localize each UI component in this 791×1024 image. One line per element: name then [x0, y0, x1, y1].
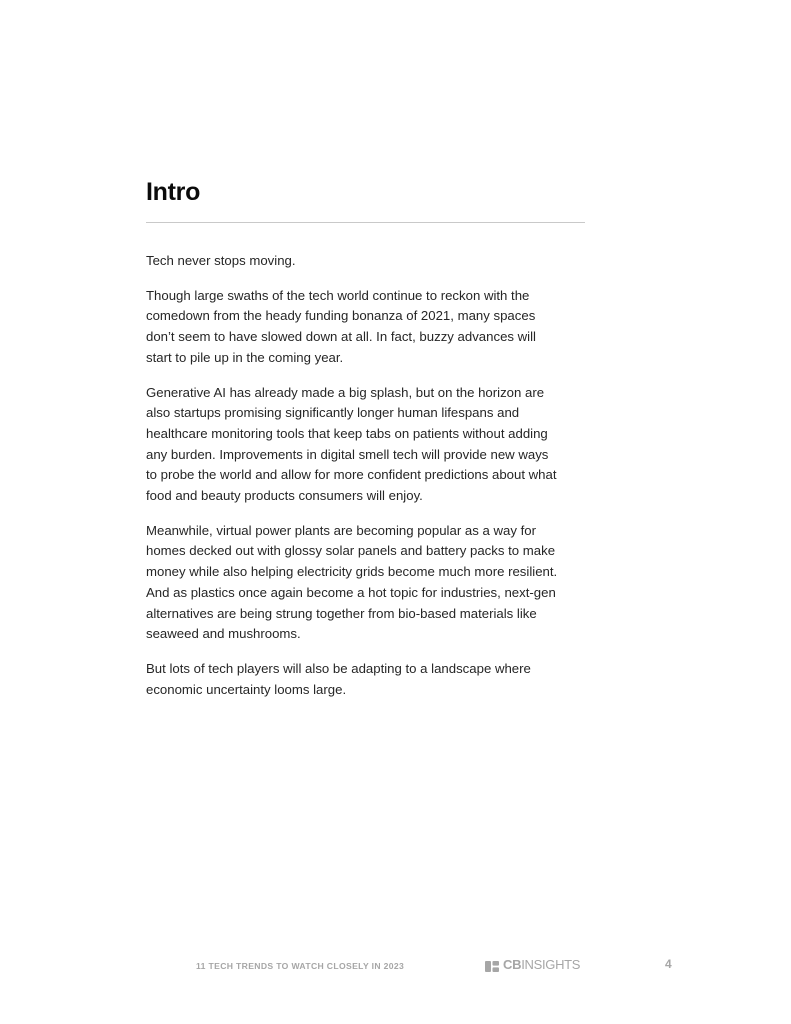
- paragraph: Generative AI has already made a big splash, but on the horizon are also startups promising significantly longer human lifespans and healthcare monitoring tools that keep tabs on patients without adding any burden. Improvements in digital smell tech will provide new ways to probe the world and allow for more confident predictions about what food and beauty products consumers will enjoy.: [146, 384, 557, 504]
- paragraph: But lots of tech players will also be adapting to a landscape where economic uncertainty looms large.: [146, 660, 531, 697]
- title-divider: [146, 222, 585, 223]
- logo-wordmark: [503, 956, 580, 973]
- cb-insights-logo: [485, 956, 580, 973]
- paragraph: Though large swaths of the tech world continue to reckon with the comedown from the heady funding bonanza of 2021, many spaces don’t seem to have slowed down at all. In fact, buzzy advances will start to pile up in the coming year.: [146, 287, 536, 365]
- body-text: [146, 251, 558, 714]
- paragraph: Tech never stops moving.: [146, 253, 296, 268]
- logo-wordmark-insights: INSIGHTS: [521, 957, 581, 972]
- page-number: 4: [665, 957, 672, 971]
- logo-wordmark-cb: CB: [503, 957, 522, 972]
- paragraph: Meanwhile, virtual power plants are becoming popular as a way for homes decked out with glossy solar panels and battery packs to make money while also helping electricity grids become much more resilient. And as plastics once again become a hot topic for industries, next-gen alternatives are being strung together from bio-based materials like seaweed and mushrooms.: [146, 522, 558, 642]
- page-title: Intro: [146, 178, 201, 206]
- footer-report-title: 11 TECH TRENDS TO WATCH CLOSELY IN 2023: [196, 961, 405, 971]
- cb-insights-logo-mark-icon: [485, 959, 499, 970]
